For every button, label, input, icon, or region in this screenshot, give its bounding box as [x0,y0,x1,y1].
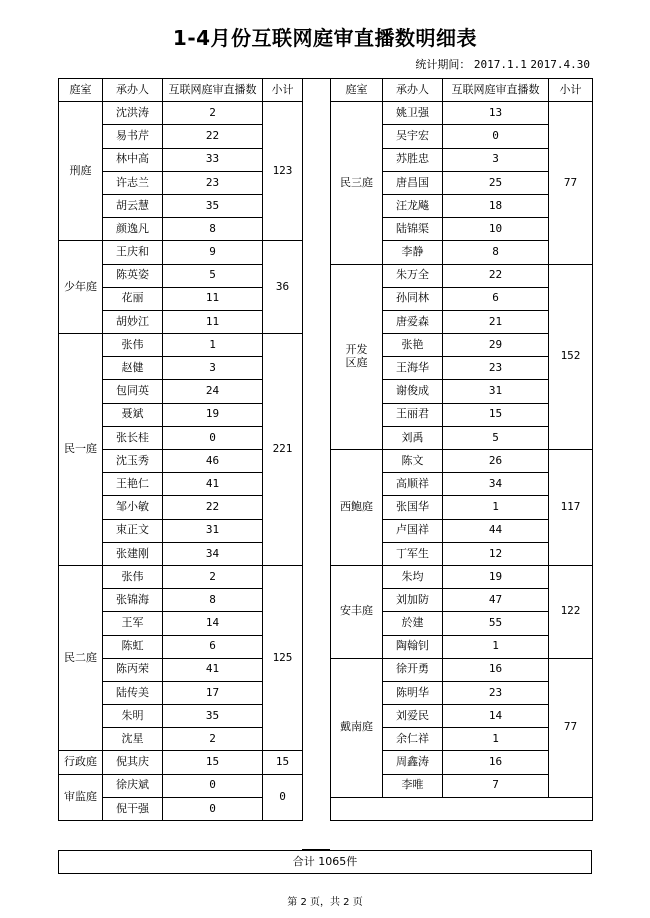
handler-name: 张锦海 [103,589,163,612]
broadcast-count: 2 [163,565,263,588]
subtotal-value: 36 [263,241,303,334]
handler-name: 张伟 [103,334,163,357]
handler-name: 王军 [103,612,163,635]
handler-name: 刘爱民 [383,705,443,728]
handler-name: 陆锦渠 [383,218,443,241]
broadcast-count: 0 [163,774,263,797]
subtotal-value: 152 [549,264,593,450]
handler-name: 张长桂 [103,426,163,449]
handler-name: 刘禹 [383,426,443,449]
broadcast-count: 1 [443,635,549,658]
broadcast-count: 13 [443,102,549,125]
broadcast-count: 29 [443,334,549,357]
court-name: 戴南庭 [331,658,383,797]
handler-name: 易书芹 [103,125,163,148]
period-label: 统计期间： [415,58,471,71]
broadcast-count: 33 [163,148,263,171]
handler-name: 张伟 [103,565,163,588]
table-row [331,264,593,287]
broadcast-count: 1 [443,496,549,519]
handler-name: 陈丙荣 [103,658,163,681]
handler-name: 卢国祥 [383,519,443,542]
broadcast-count: 1 [443,728,549,751]
empty-row [331,797,593,820]
handler-name: 唐昌国 [383,171,443,194]
handler-name: 丁军生 [383,542,443,565]
handler-name: 朱均 [383,565,443,588]
broadcast-count: 11 [163,287,263,310]
header-subtotal: 小计 [549,79,593,102]
handler-name: 包同英 [103,380,163,403]
table-row [331,102,593,125]
broadcast-count: 22 [443,264,549,287]
handler-name: 胡妙江 [103,310,163,333]
handler-name: 林中高 [103,148,163,171]
handler-name: 王丽君 [383,403,443,426]
header-court: 庭室 [59,79,103,102]
broadcast-count: 0 [443,125,549,148]
handler-name: 倪其庆 [103,751,163,774]
subtotal-value: 0 [263,774,303,820]
grand-total: 合计 1065件 [58,850,592,874]
handler-name: 颜逸凡 [103,218,163,241]
handler-name: 陈明华 [383,681,443,704]
broadcast-count: 26 [443,450,549,473]
page-title: 1-4月份互联网庭审直播数明细表 [172,26,478,50]
broadcast-count: 0 [163,426,263,449]
broadcast-count: 9 [163,241,263,264]
handler-name: 李静 [383,241,443,264]
handler-name: 余仁祥 [383,728,443,751]
table-row [59,334,303,357]
broadcast-count: 3 [443,148,549,171]
handler-name: 赵健 [103,357,163,380]
handler-name: 王艳仁 [103,473,163,496]
broadcast-count: 41 [163,473,263,496]
court-name: 民三庭 [331,102,383,264]
court-name: 民一庭 [59,334,103,566]
handler-name: 徐庆斌 [103,774,163,797]
broadcast-count: 22 [163,125,263,148]
header-count: 互联网庭审直播数 [163,79,263,102]
broadcast-count: 16 [443,658,549,681]
court-name: 民二庭 [59,565,103,751]
broadcast-count: 8 [163,218,263,241]
handler-name: 张艳 [383,334,443,357]
handler-name: 周鑫涛 [383,751,443,774]
handler-name: 李唯 [383,774,443,797]
table-row [59,102,303,125]
broadcast-count: 2 [163,102,263,125]
handler-name: 胡云慧 [103,194,163,217]
subtotal-value: 123 [263,102,303,241]
table-row [59,241,303,264]
header-row [331,79,593,102]
handler-name: 吴宇宏 [383,125,443,148]
broadcast-count: 47 [443,589,549,612]
handler-name: 唐爱森 [383,310,443,333]
right-detail-table [330,78,593,821]
handler-name: 沈洪涛 [103,102,163,125]
broadcast-count: 1 [163,334,263,357]
court-name: 少年庭 [59,241,103,334]
broadcast-count: 19 [443,565,549,588]
broadcast-count: 18 [443,194,549,217]
court-name: 行政庭 [59,751,103,774]
table-row [331,450,593,473]
broadcast-count: 35 [163,194,263,217]
broadcast-count: 25 [443,171,549,194]
broadcast-count: 31 [163,519,263,542]
broadcast-count: 31 [443,380,549,403]
handler-name: 陈文 [383,450,443,473]
handler-name: 花丽 [103,287,163,310]
page-footer: 第 2 页，共 2 页 [287,897,363,908]
header-subtotal: 小计 [263,79,303,102]
broadcast-count: 12 [443,542,549,565]
handler-name: 刘加防 [383,589,443,612]
statistics-period [415,56,590,72]
left-detail-table [58,78,303,821]
handler-name: 束正文 [103,519,163,542]
header-count: 互联网庭审直播数 [443,79,549,102]
broadcast-count: 23 [443,681,549,704]
broadcast-count: 41 [163,658,263,681]
header-handler: 承办人 [383,79,443,102]
handler-name: 於建 [383,612,443,635]
handler-name: 张建刚 [103,542,163,565]
court-name: 审监庭 [59,774,103,820]
handler-name: 陆传美 [103,681,163,704]
empty-cell [331,797,593,820]
broadcast-count: 2 [163,728,263,751]
handler-name: 陈英姿 [103,264,163,287]
table-row [59,565,303,588]
handler-name: 姚卫强 [383,102,443,125]
broadcast-count: 15 [443,403,549,426]
subtotal-value: 221 [263,334,303,566]
handler-name: 朱万全 [383,264,443,287]
handler-name: 陶翰钊 [383,635,443,658]
broadcast-count: 46 [163,450,263,473]
broadcast-count: 44 [443,519,549,542]
broadcast-count: 55 [443,612,549,635]
handler-name: 朱明 [103,705,163,728]
broadcast-count: 8 [443,241,549,264]
broadcast-count: 34 [443,473,549,496]
table-row [59,774,303,797]
broadcast-count: 19 [163,403,263,426]
period-end: 2017.4.30 [530,58,590,71]
handler-name: 许志兰 [103,171,163,194]
subtotal-value: 117 [549,450,593,566]
subtotal-value: 77 [549,658,593,797]
handler-name: 沈星 [103,728,163,751]
broadcast-count: 23 [163,171,263,194]
broadcast-count: 5 [163,264,263,287]
broadcast-count: 22 [163,496,263,519]
broadcast-count: 14 [443,705,549,728]
header-row [59,79,303,102]
subtotal-value: 122 [549,565,593,658]
handler-name: 邹小敏 [103,496,163,519]
broadcast-count: 21 [443,310,549,333]
broadcast-count: 14 [163,612,263,635]
handler-name: 陈虹 [103,635,163,658]
handler-name: 张国华 [383,496,443,519]
handler-name: 聂斌 [103,403,163,426]
broadcast-count: 6 [163,635,263,658]
broadcast-count: 7 [443,774,549,797]
handler-name: 沈玉秀 [103,450,163,473]
broadcast-count: 11 [163,310,263,333]
handler-name: 谢俊成 [383,380,443,403]
handler-name: 倪干强 [103,797,163,820]
handler-name: 徐开勇 [383,658,443,681]
handler-name: 孙同林 [383,287,443,310]
broadcast-count: 8 [163,589,263,612]
broadcast-count: 10 [443,218,549,241]
broadcast-count: 34 [163,542,263,565]
header-court: 庭室 [331,79,383,102]
broadcast-count: 17 [163,681,263,704]
court-name: 安丰庭 [331,565,383,658]
broadcast-count: 5 [443,426,549,449]
handler-name: 汪龙飚 [383,194,443,217]
broadcast-count: 0 [163,797,263,820]
broadcast-count: 15 [163,751,263,774]
broadcast-count: 6 [443,287,549,310]
table-divider-column [302,78,330,850]
subtotal-value: 125 [263,565,303,751]
handler-name: 王海华 [383,357,443,380]
broadcast-count: 24 [163,380,263,403]
broadcast-count: 35 [163,705,263,728]
handler-name: 苏胜忠 [383,148,443,171]
broadcast-count: 23 [443,357,549,380]
table-row [331,658,593,681]
subtotal-value: 15 [263,751,303,774]
table-row [331,565,593,588]
subtotal-value: 77 [549,102,593,264]
handler-name: 王庆和 [103,241,163,264]
handler-name: 高顺祥 [383,473,443,496]
broadcast-count: 16 [443,751,549,774]
table-row [59,751,303,774]
court-name: 开发 区庭 [331,264,383,450]
header-handler: 承办人 [103,79,163,102]
period-start: 2017.1.1 [473,58,527,71]
court-name: 刑庭 [59,102,103,241]
court-name: 西鲍庭 [331,450,383,566]
broadcast-count: 3 [163,357,263,380]
